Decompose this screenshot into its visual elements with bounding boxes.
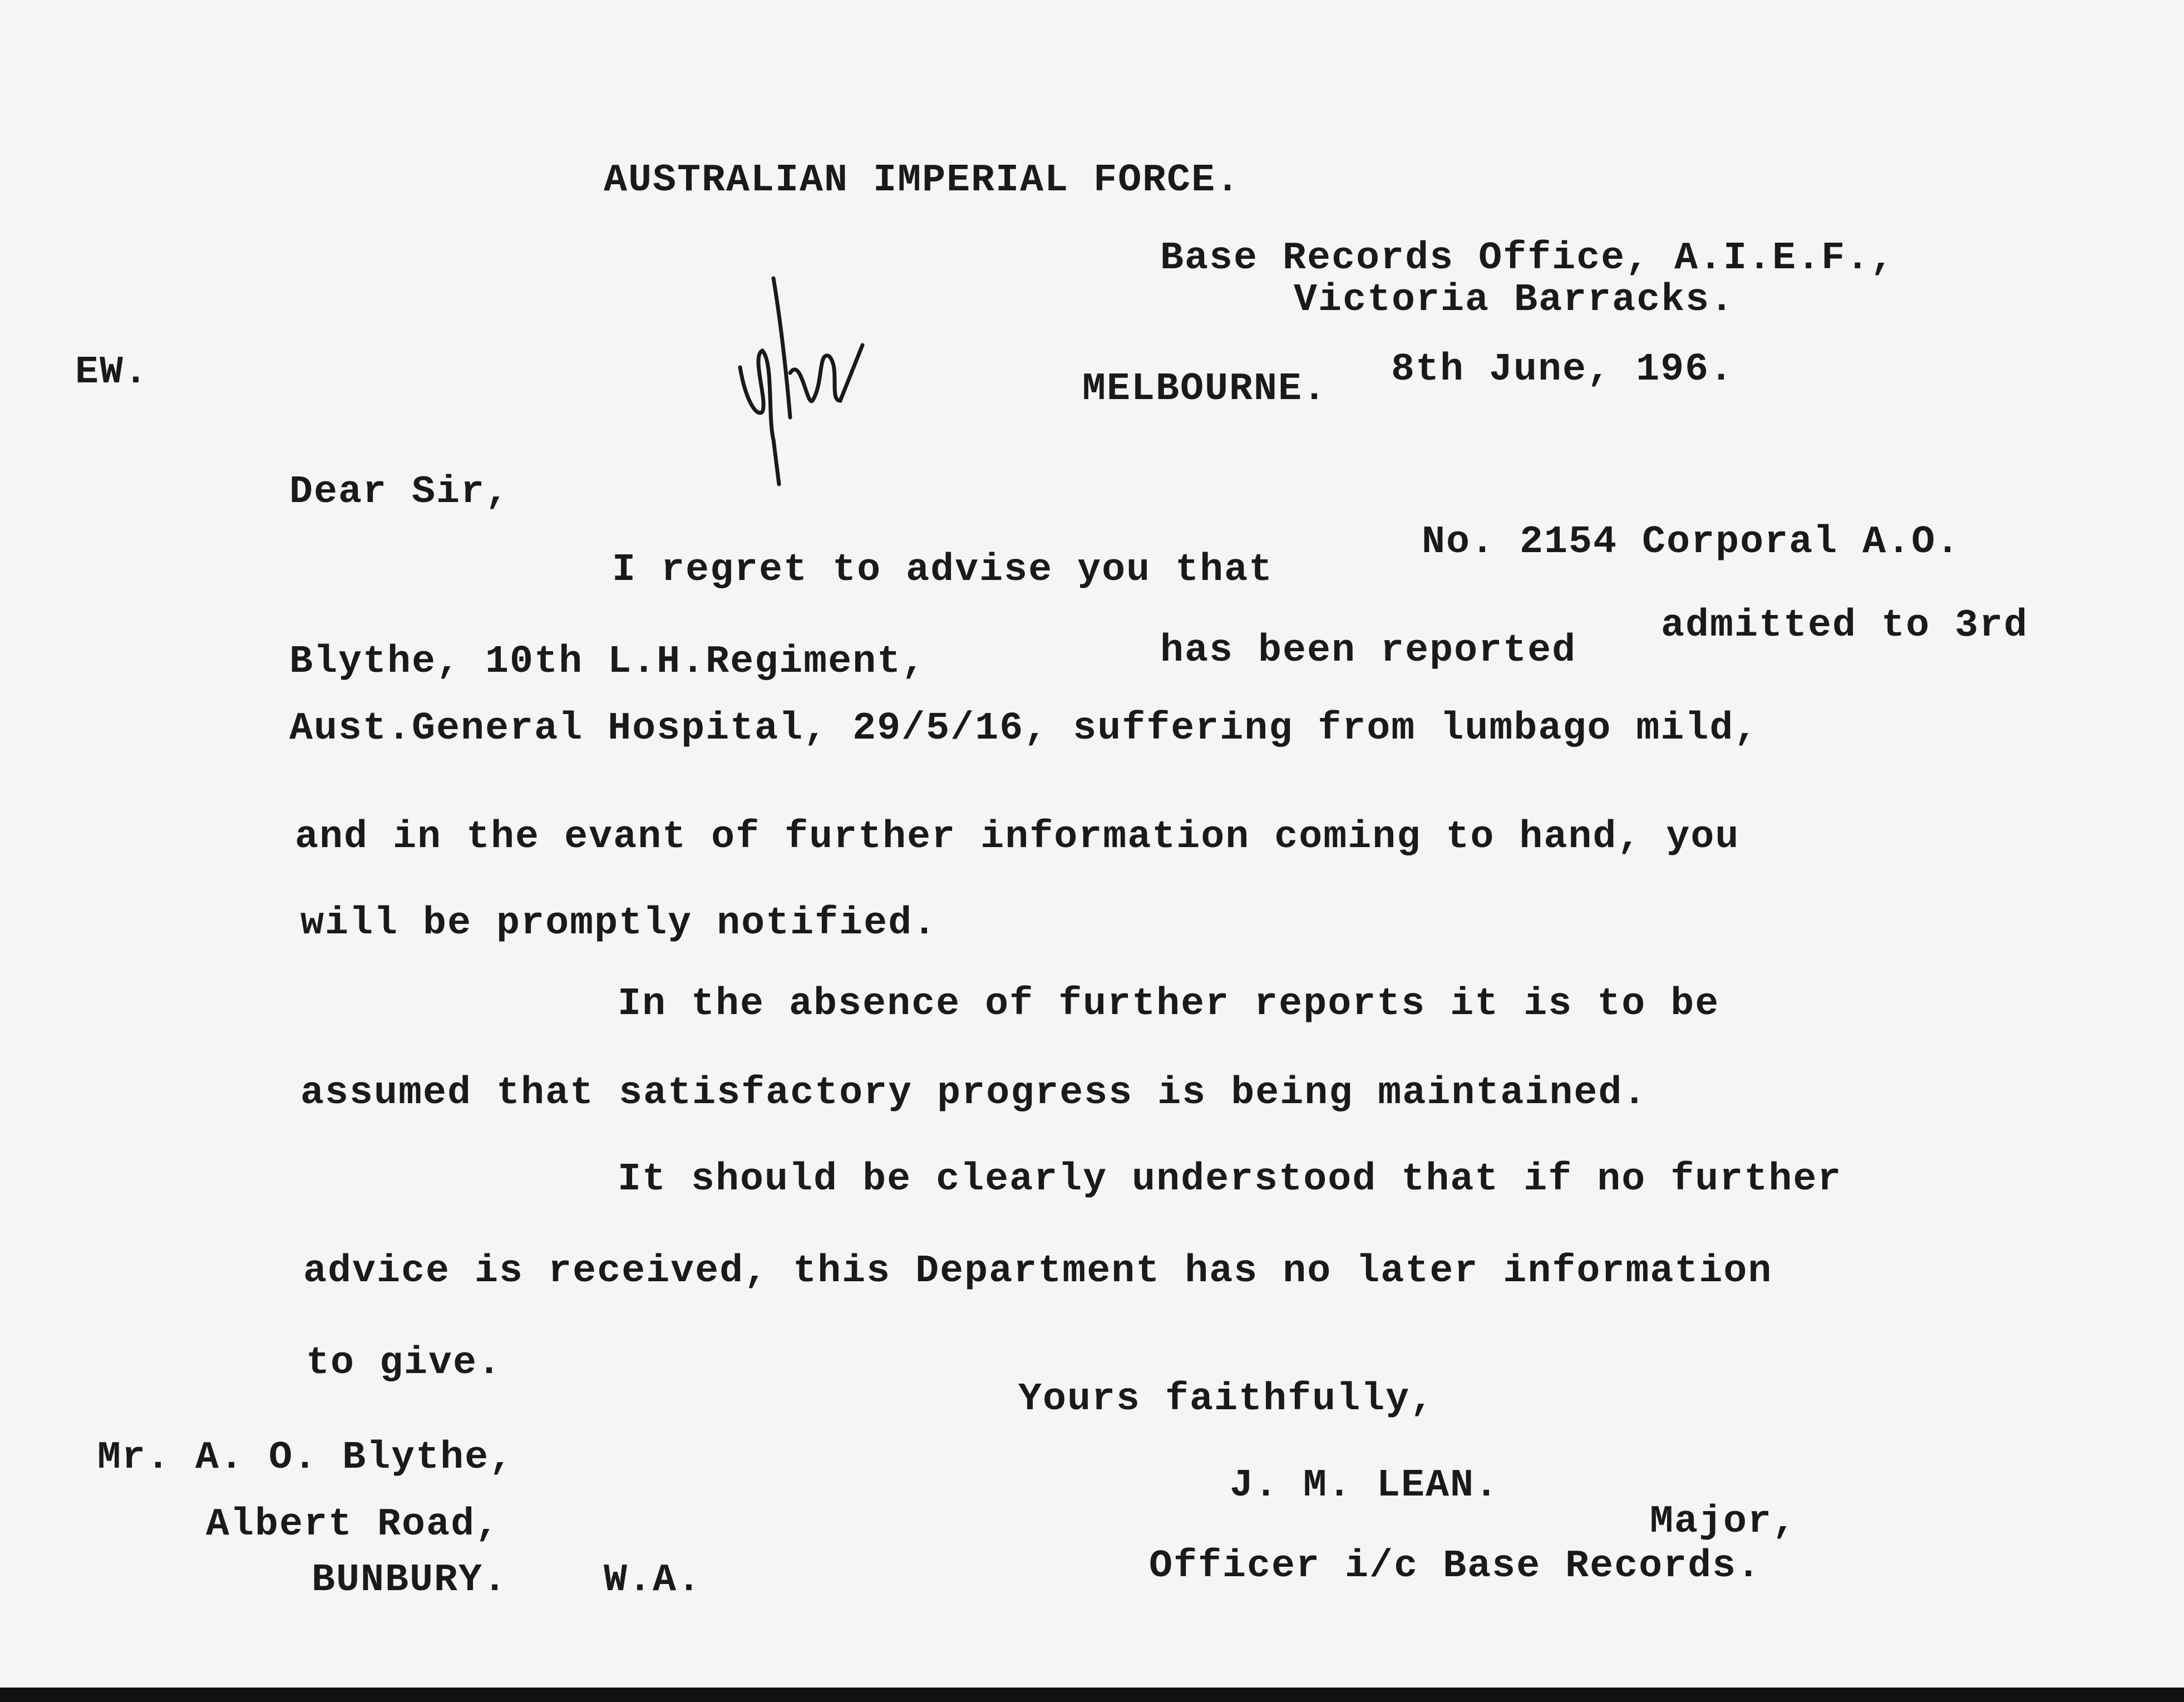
letterhead-office: Base Records Office, A.I.E.F., xyxy=(1160,237,1895,281)
salutation: Dear Sir, xyxy=(289,470,510,514)
signatory-rank: Major, xyxy=(1650,1500,1797,1544)
letterhead-barracks: Victoria Barracks. xyxy=(1294,278,1735,322)
addressee-street: Albert Road, xyxy=(206,1503,500,1547)
para3-line1: It should be clearly understood that if no further xyxy=(618,1158,1842,1202)
para1-line3: Aust.General Hospital, 29/5/16, suffering from lumbago mild, xyxy=(289,707,1759,751)
para1-line2a: Blythe, 10th L.H.Regiment, xyxy=(289,640,926,684)
reference-initials: EW. xyxy=(75,351,149,395)
signatory-title: Officer i/c Base Records. xyxy=(1149,1544,1762,1588)
letterhead-city: MELBOURNE. xyxy=(1082,367,1328,411)
letter-date: 8th June, 196. xyxy=(1391,348,1734,392)
para3-line3: to give. xyxy=(306,1341,502,1385)
valediction: Yours faithfully, xyxy=(1018,1378,1435,1421)
addressee-state: W.A. xyxy=(604,1558,702,1602)
para1-line2c: admitted to 3rd xyxy=(1661,604,2029,648)
scan-bottom-border xyxy=(0,1688,2184,1702)
para1-line4: and in the evant of further information coming to hand, you xyxy=(295,815,1740,859)
para1-line2b: has been reported xyxy=(1160,629,1577,673)
para2-line2: assumed that satisfactory progress is being maintained. xyxy=(300,1071,1648,1115)
para3-line2: advice is received, this Department has no later information xyxy=(303,1250,1773,1293)
addressee-town: BUNBURY. xyxy=(312,1558,508,1602)
handwritten-initials xyxy=(729,273,868,490)
signatory-name: J. M. LEAN. xyxy=(1230,1464,1500,1508)
para2-line1: In the absence of further reports it is to be xyxy=(618,982,1720,1026)
para1-line1a: I regret to advise you that xyxy=(612,548,1274,592)
letterhead-organisation: AUSTRALIAN IMPERIAL FORCE. xyxy=(604,159,1241,203)
para1-line5: will be promptly notified. xyxy=(300,902,938,946)
para1-line1b: No. 2154 Corporal A.O. xyxy=(1422,520,1961,564)
addressee-name: Mr. A. O. Blythe, xyxy=(97,1436,514,1480)
